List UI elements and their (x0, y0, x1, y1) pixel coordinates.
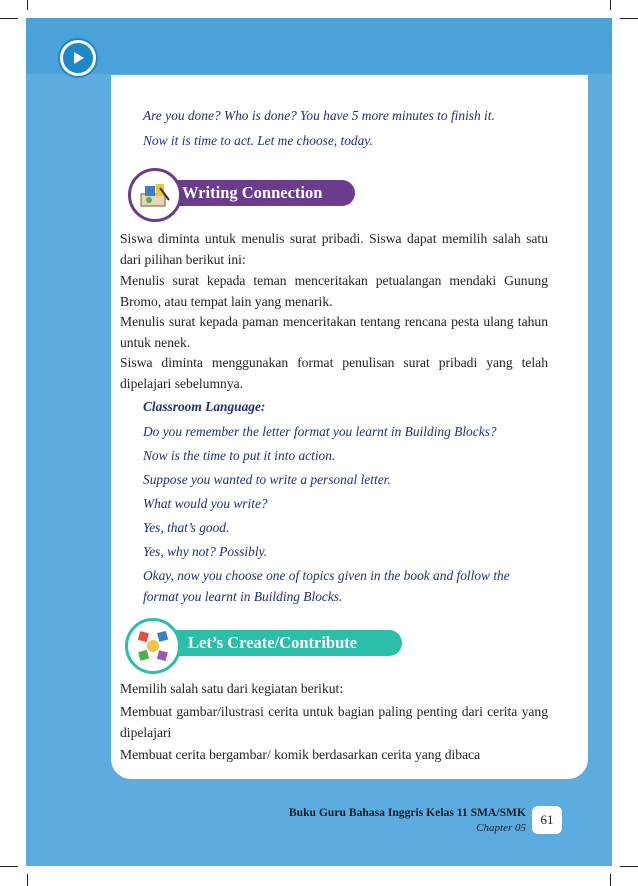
classroom-language-line: Okay, now you choose one of topics given in the book and follow the format you learnt in Building Blocks. (143, 568, 510, 604)
classroom-language-line: What would you write? (143, 496, 268, 511)
writing-paragraph: Menulis surat kepada teman menceritakan petualangan mendaki Gunung Bromo, atau tempat lain yang menarik. (120, 273, 548, 309)
writing-icon (138, 180, 172, 210)
crop-mark (27, 874, 28, 886)
crop-mark (27, 0, 28, 10)
crop-mark (0, 866, 18, 867)
classroom-language-line: Yes, that’s good. (143, 520, 230, 535)
crop-mark (620, 866, 638, 867)
writing-paragraph: Menulis surat kepada paman menceritakan tentang rencana pesta ulang tahun untuk nenek. (120, 314, 548, 350)
classroom-language-line: Yes, why not? Possibly. (143, 544, 268, 559)
footer-book-title: Buku Guru Bahasa Inggris Kelas 11 SMA/SMK (288, 806, 526, 819)
page-number: 61 (532, 806, 562, 834)
lets-create-banner (160, 630, 402, 656)
create-paragraph: Membuat cerita bergambar/ komik berdasarkan cerita yang dibaca (120, 747, 481, 762)
writing-connection-badge (128, 168, 182, 222)
crop-mark (610, 0, 611, 10)
intro-line: Now it is time to act. Let me choose, today. (143, 133, 373, 148)
create-paragraph: Membuat gambar/ilustrasi cerita untuk bagian paling penting dari cerita yang dipelajari (120, 704, 548, 740)
classroom-language-line: Now is the time to put it into action. (143, 448, 336, 463)
play-icon (71, 51, 85, 65)
create-icon (135, 628, 171, 664)
crop-mark (610, 874, 611, 886)
lets-create-badge (125, 618, 181, 674)
next-page-button[interactable] (60, 40, 96, 76)
writing-paragraph: Siswa diminta menggunakan format penulisan surat pribadi yang telah dipelajari sebelumnya. (120, 355, 548, 391)
intro-line: Are you done? Who is done? You have 5 more minutes to finish it. (143, 108, 495, 123)
writing-connection-title: Writing Connection (182, 183, 323, 202)
classroom-language-line: Suppose you wanted to write a personal letter. (143, 472, 391, 487)
crop-mark (620, 18, 638, 19)
writing-connection-banner (160, 180, 355, 206)
header-strip (26, 18, 612, 74)
crop-mark (0, 18, 18, 19)
classroom-language-heading: Classroom Language: (143, 399, 266, 414)
writing-paragraph: Siswa diminta untuk menulis surat pribadi. Siswa dapat memilih salah satu dari pilihan berikut ini: (120, 231, 548, 267)
lets-create-title: Let’s Create/Contribute (188, 633, 358, 652)
classroom-language-line: Do you remember the letter format you learnt in Building Blocks? (143, 424, 497, 439)
create-paragraph: Memilih salah satu dari kegiatan berikut: (120, 681, 344, 696)
footer-chapter: Chapter 05 (476, 822, 526, 834)
